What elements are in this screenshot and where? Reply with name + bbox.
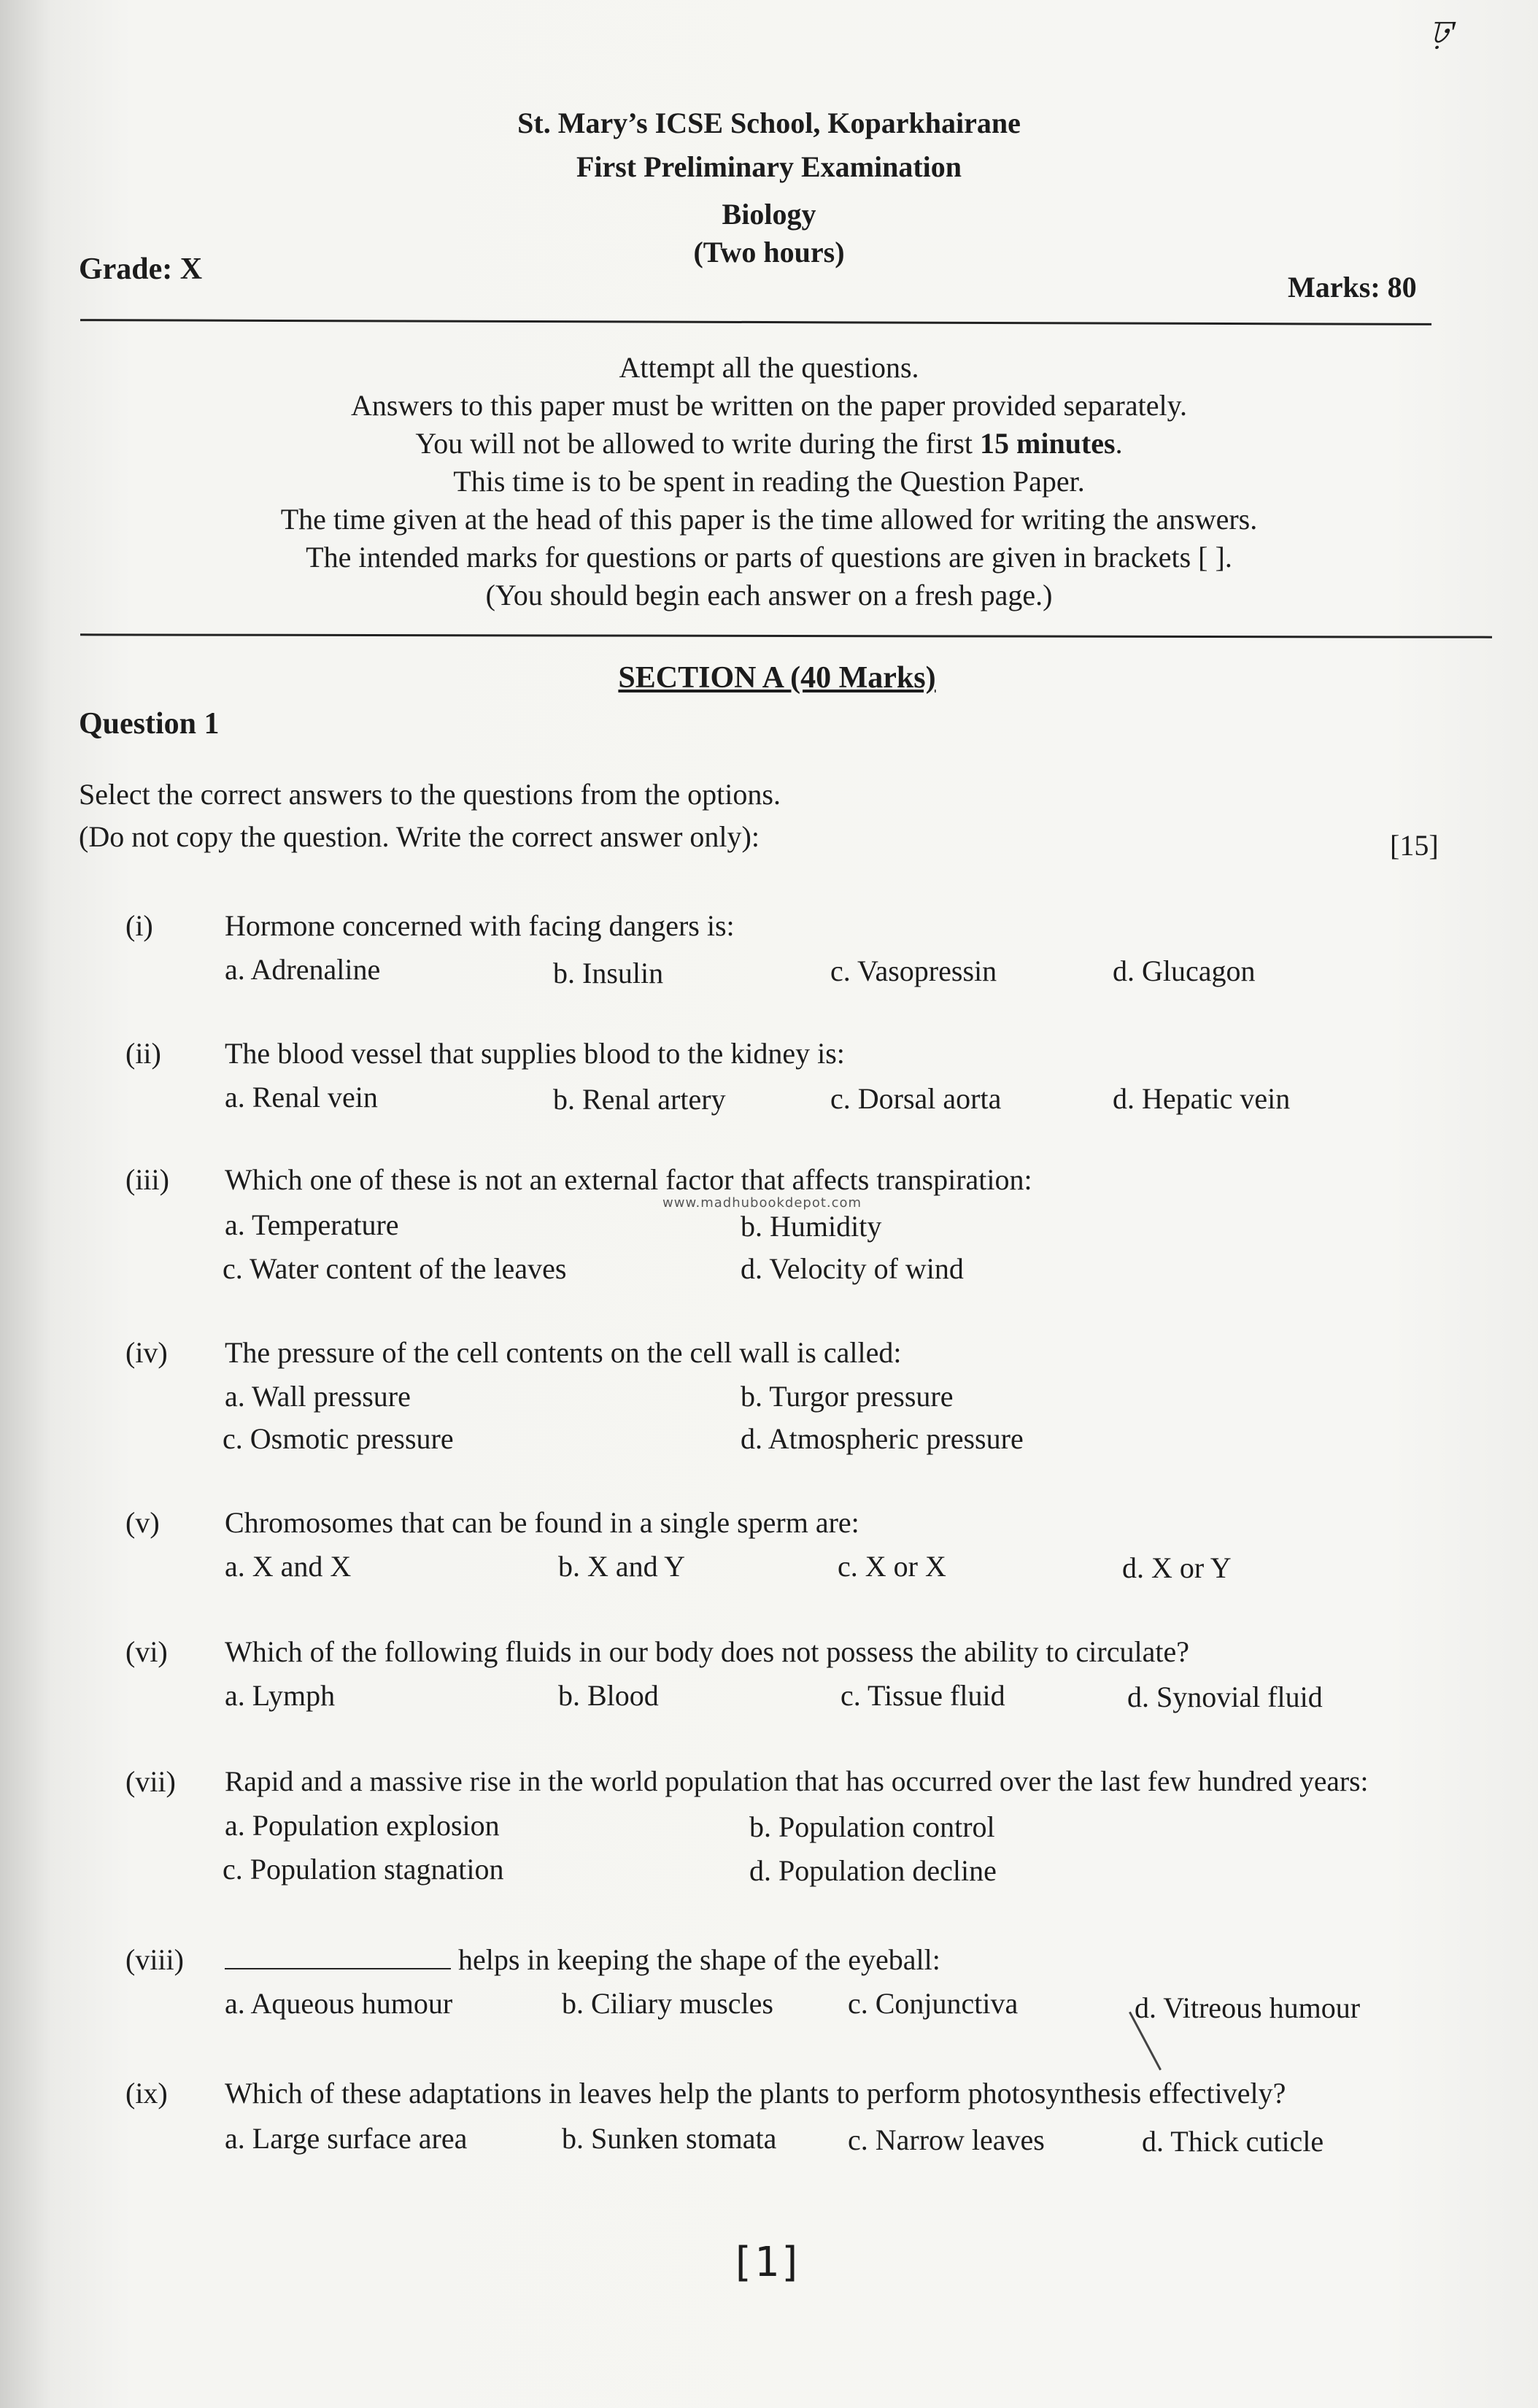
option-b: b. Turgor pressure <box>741 1380 954 1413</box>
item-number: (v) <box>125 1506 160 1539</box>
answer-blank <box>225 1968 451 1969</box>
item-question: The pressure of the cell contents on the cell wall is called: <box>225 1336 902 1369</box>
option-b: b. Ciliary muscles <box>562 1987 773 2020</box>
section-title: SECTION A (40 Marks) <box>618 661 936 695</box>
option-d: d. Atmospheric pressure <box>741 1422 1024 1455</box>
instruction-line: You will not be allowed to write during the first 15 minutes. <box>415 427 1123 460</box>
mcq-item <box>0 1764 1538 1887</box>
mcq-item <box>0 1635 1538 1744</box>
option-c: c. Osmotic pressure <box>223 1422 454 1455</box>
question-title: Question 1 <box>79 707 220 741</box>
mcq-item <box>0 908 1538 1018</box>
option-d: d. Hepatic vein <box>1113 1082 1291 1115</box>
question-intro-line: (Do not copy the question. Write the correct answer only): <box>79 820 760 853</box>
exam-name: First Preliminary Examination <box>576 150 962 183</box>
item-number: (iii) <box>125 1163 169 1196</box>
option-c: c. X or X <box>838 1550 946 1583</box>
question-marks: [15] <box>1390 829 1439 862</box>
option-c: c. Population stagnation <box>223 1853 504 1886</box>
item-number: (ii) <box>125 1037 161 1070</box>
item-number: (vii) <box>125 1765 176 1798</box>
item-number: (ix) <box>125 2077 168 2110</box>
option-a: a. Wall pressure <box>225 1380 411 1413</box>
total-marks: Marks: 80 <box>1288 271 1417 304</box>
option-b: b. Blood <box>558 1679 659 1712</box>
mcq-item <box>0 1335 1538 1455</box>
instructions-divider <box>80 633 1492 638</box>
option-c: c. Narrow leaves <box>848 2123 1045 2156</box>
option-a: a. X and X <box>225 1550 352 1583</box>
option-a: a. Renal vein <box>225 1081 378 1114</box>
option-c: c. Water content of the leaves <box>223 1252 567 1285</box>
item-question: Which one of these is not an external factor that affects transpiration: <box>225 1163 1032 1196</box>
option-c: c. Tissue fluid <box>841 1679 1005 1712</box>
option-b: b. Humidity <box>741 1210 882 1243</box>
mcq-item <box>0 2076 1538 2185</box>
item-number: (iv) <box>125 1336 168 1369</box>
instruction-line: This time is to be spent in reading the Question Paper. <box>453 465 1085 498</box>
option-a: a. Aqueous humour <box>225 1987 453 2020</box>
item-question: The blood vessel that supplies blood to the kidney is: <box>225 1037 845 1070</box>
option-c: c. Vasopressin <box>830 954 997 987</box>
mcq-item <box>0 1036 1538 1146</box>
option-c: c. Conjunctiva <box>848 1987 1019 2020</box>
option-c: c. Dorsal aorta <box>830 1082 1002 1115</box>
question-intro-line: Select the correct answers to the questions from the options. <box>79 778 781 811</box>
option-a: a. Lymph <box>225 1679 336 1712</box>
option-b: b. Sunken stomata <box>562 2122 777 2155</box>
option-a: a. Large surface area <box>225 2122 468 2155</box>
item-question: Which of these adaptations in leaves help the plants to perform photosynthesis effectively? <box>225 2077 1286 2110</box>
instruction-line: The time given at the head of this paper is the time allowed for writing the answers. <box>280 503 1258 536</box>
mcq-item <box>0 1942 1538 2052</box>
item-question: Hormone concerned with facing dangers is: <box>225 909 735 942</box>
option-a: a. Adrenaline <box>225 953 381 986</box>
page-number: [1] <box>730 2239 804 2286</box>
item-number: (vi) <box>125 1635 168 1668</box>
option-b: b. X and Y <box>558 1550 686 1583</box>
option-d: d. Velocity of wind <box>741 1252 964 1285</box>
item-question: Chromosomes that can be found in a single sperm are: <box>225 1506 859 1539</box>
option-a: a. Temperature <box>225 1208 399 1241</box>
instruction-line: The intended marks for questions or parts of questions are given in brackets [ ]. <box>306 541 1232 574</box>
instruction-line: Attempt all the questions. <box>619 351 919 384</box>
school-name: St. Mary’s ICSE School, Koparkhairane <box>517 107 1021 139</box>
question-intro <box>79 773 781 858</box>
option-d: d. Thick cuticle <box>1142 2125 1324 2158</box>
item-question: helps in keeping the shape of the eyeball: <box>225 1942 940 1977</box>
instruction-line: (You should begin each answer on a fresh page.) <box>485 579 1053 611</box>
watermark: www.madhubookdepot.com <box>662 1195 862 1211</box>
option-b: b. Insulin <box>553 957 664 989</box>
option-d: d. Population decline <box>749 1854 997 1887</box>
exam-duration: (Two hours) <box>693 236 845 269</box>
option-b: b. Renal artery <box>553 1083 726 1116</box>
item-number: (viii) <box>125 1943 184 1976</box>
mcq-item <box>0 1162 1538 1285</box>
handwritten-mark: ঢ়' <box>1430 14 1456 51</box>
grade-label: Grade: X <box>79 252 203 286</box>
subject-name: Biology <box>722 198 816 231</box>
item-number: (i) <box>125 909 153 942</box>
option-a: a. Population explosion <box>225 1809 500 1842</box>
option-d: d. Vitreous humour <box>1135 1991 1361 2024</box>
item-question: Rapid and a massive rise in the world population that has occurred over the last few hundred years: <box>225 1765 1369 1797</box>
mcq-item <box>0 1505 1538 1615</box>
item-question: Which of the following fluids in our body does not possess the ability to circulate? <box>225 1635 1189 1668</box>
header-divider <box>80 319 1431 325</box>
option-d: d. Glucagon <box>1113 954 1256 987</box>
instructions-block <box>0 349 1538 614</box>
option-d: d. X or Y <box>1122 1551 1232 1584</box>
option-b: b. Population control <box>749 1810 995 1843</box>
instruction-line: Answers to this paper must be written on the paper provided separately. <box>351 389 1187 422</box>
option-d: d. Synovial fluid <box>1127 1680 1323 1713</box>
